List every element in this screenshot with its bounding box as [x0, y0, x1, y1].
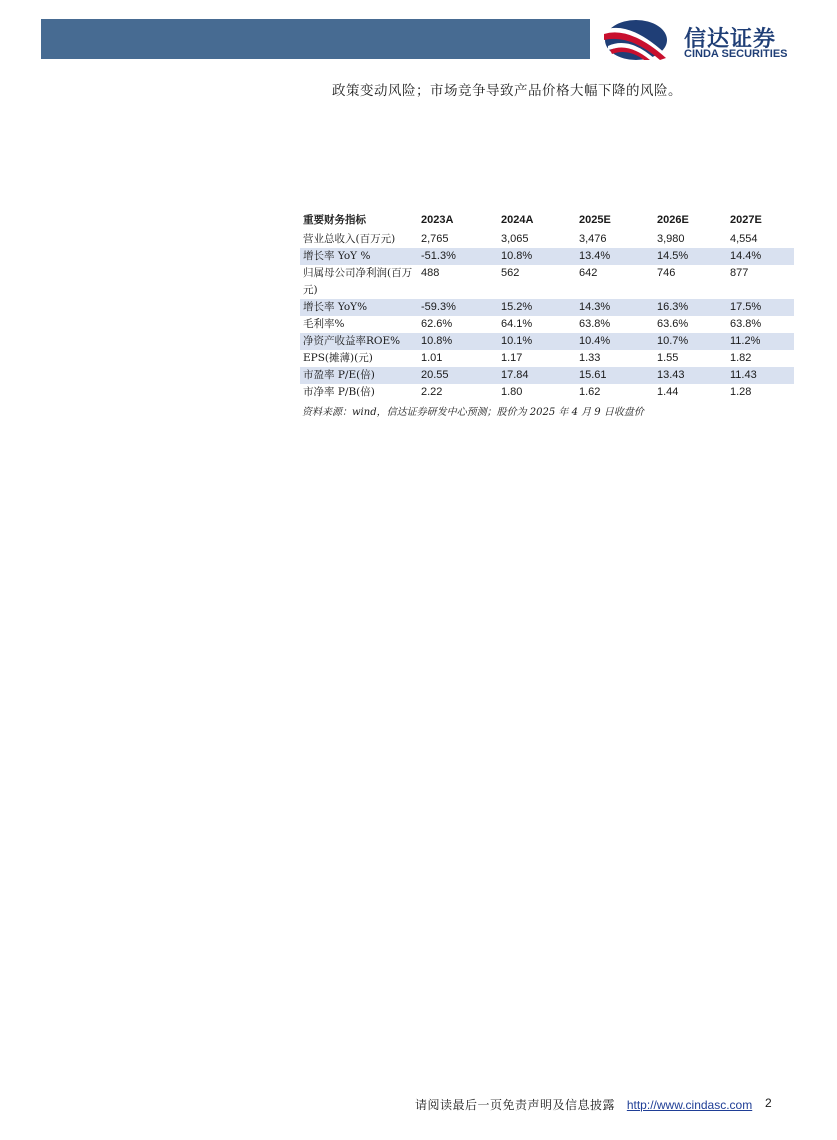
table-cell: 63.6% — [657, 318, 689, 330]
table-header-year: 2023A — [421, 214, 454, 226]
table-cell: 562 — [501, 267, 520, 279]
header-bar — [41, 19, 590, 59]
table-cell: 11.2% — [727, 333, 794, 350]
table-cell: 1.44 — [657, 386, 679, 398]
table-cell: 1.80 — [501, 386, 523, 398]
table-cell: 10.4% — [576, 333, 654, 350]
table-cell: 13.4% — [576, 248, 654, 265]
table-cell: 14.5% — [654, 248, 727, 265]
row-label: 营业总收入(百万元) — [303, 233, 396, 245]
table-cell: 2.22 — [421, 386, 443, 398]
table-row — [300, 231, 794, 248]
logo-english-text: CINDA SECURITIES — [684, 48, 788, 60]
table-row — [300, 265, 794, 299]
table-header-year: 2025E — [579, 214, 611, 226]
table-cell: 877 — [730, 267, 749, 279]
table-cell: 3,476 — [579, 233, 607, 245]
footer-disclaimer: 请阅读最后一页免责声明及信息披露 — [415, 1098, 616, 1112]
table-cell: 10.8% — [418, 333, 498, 350]
table-cell: 17.84 — [498, 367, 576, 384]
table-cell: 10.7% — [654, 333, 727, 350]
row-label: 净资产收益率ROE% — [300, 333, 418, 350]
row-label: 毛利率% — [303, 318, 345, 330]
table-row — [300, 333, 794, 350]
table-header-label: 重要财务指标 — [303, 214, 366, 226]
cinda-logo-emblem-icon — [600, 16, 680, 64]
financial-indicators-table — [300, 212, 794, 401]
table-row — [300, 350, 794, 367]
table-cell: 16.3% — [654, 299, 727, 316]
table-header-year: 2026E — [657, 214, 689, 226]
table-cell: 15.2% — [498, 299, 576, 316]
cinda-logo — [600, 16, 810, 64]
row-label: 增长率 YoY% — [300, 299, 418, 316]
table-cell: 3,065 — [501, 233, 529, 245]
footer — [415, 1096, 752, 1113]
page-number: 2 — [765, 1096, 772, 1110]
footer-website-link[interactable]: http://www.cindasc.com — [626, 1098, 753, 1112]
table-cell: 14.4% — [727, 248, 794, 265]
table-cell: 14.3% — [576, 299, 654, 316]
table-cell: 1.62 — [579, 386, 601, 398]
logo-chinese-text: 信达证券 — [684, 27, 777, 52]
table-cell: 2,765 — [421, 233, 449, 245]
row-label: EPS(摊薄)(元) — [303, 352, 373, 364]
row-label: 市盈率 P/E(倍) — [300, 367, 418, 384]
table-cell: 488 — [421, 267, 440, 279]
row-label: 增长率 YoY % — [300, 248, 418, 265]
table-cell: 10.8% — [498, 248, 576, 265]
table-row — [300, 367, 794, 384]
table-cell: 746 — [657, 267, 676, 279]
table-cell: 1.82 — [730, 352, 752, 364]
table-cell: 64.1% — [501, 318, 533, 330]
table-row — [300, 299, 794, 316]
table-cell: 642 — [579, 267, 598, 279]
table-cell: 1.55 — [657, 352, 679, 364]
table-header-row — [300, 212, 794, 231]
table-cell: 62.6% — [421, 318, 453, 330]
table-header-year: 2024A — [501, 214, 534, 226]
table-cell: 1.01 — [421, 352, 443, 364]
table-cell: 17.5% — [727, 299, 794, 316]
table-cell: -51.3% — [418, 248, 498, 265]
row-label: 市净率 P/B(倍) — [303, 386, 375, 398]
table-cell: 1.28 — [730, 386, 752, 398]
table-cell: 10.1% — [498, 333, 576, 350]
table-cell: -59.3% — [418, 299, 498, 316]
table-row — [300, 384, 794, 401]
table-cell: 63.8% — [579, 318, 611, 330]
table-row — [300, 248, 794, 265]
table-cell: 4,554 — [730, 233, 758, 245]
row-label: 归属母公司净利润(百万元) — [303, 267, 413, 296]
table-cell: 11.43 — [727, 367, 794, 384]
risk-text: 政策变动风险；市场竞争导致产品价格大幅下降的风险。 — [332, 83, 682, 99]
table-cell: 1.17 — [501, 352, 523, 364]
table-row — [300, 316, 794, 333]
table-cell: 15.61 — [576, 367, 654, 384]
source-note: 资料来源：wind，信达证券研发中心预测；股价为 2025 年 4 月 9 日收盘价 — [302, 407, 644, 418]
table-cell: 63.8% — [730, 318, 762, 330]
table-cell: 3,980 — [657, 233, 685, 245]
table-header-year: 2027E — [730, 214, 762, 226]
table-cell: 1.33 — [579, 352, 601, 364]
table-cell: 13.43 — [654, 367, 727, 384]
table-cell: 20.55 — [418, 367, 498, 384]
